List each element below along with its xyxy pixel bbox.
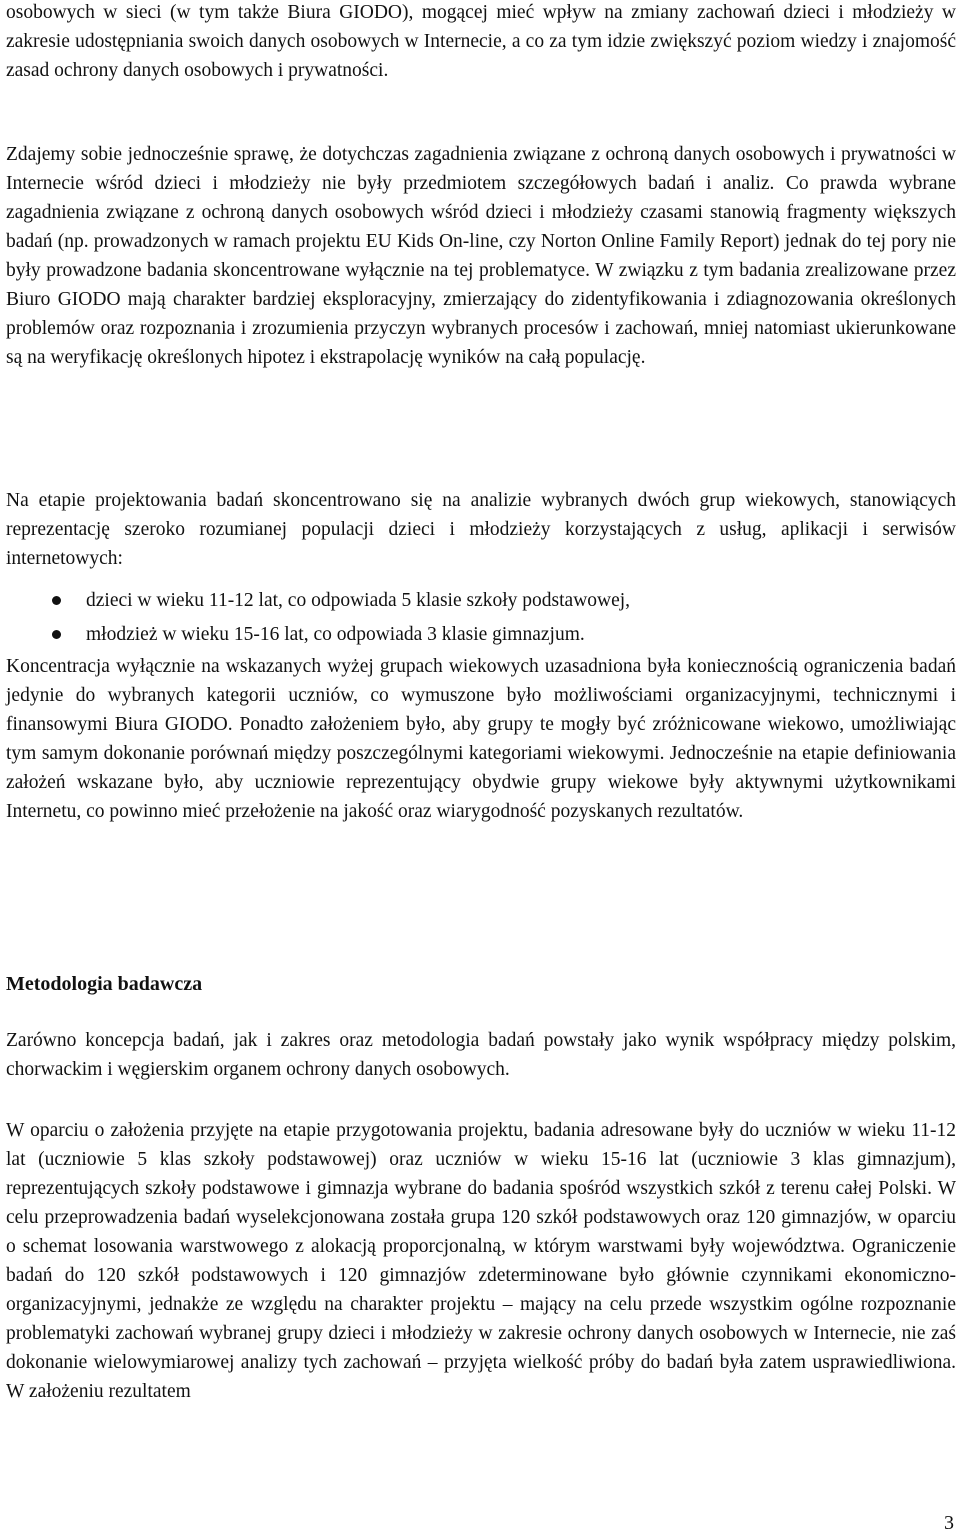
list-item	[6, 620, 956, 654]
paragraph-intro-continuation: osobowych w sieci (w tym także Biura GIODO), mogącej mieć wpływ na zmiany zachowań dzieci i młodzieży w zakresie udostępniania swoich danych osobowych w Internecie, a co za tym idzie zwiększyć poziom wiedzy i znajomość zasad ochrony danych osobowych i prywatności.	[6, 2, 956, 81]
list-item	[6, 586, 956, 620]
paragraph-methodology-sampling: W oparciu o założenia przyjęte na etapie przygotowania projektu, badania adresowane były do uczniów w wieku 11-12 lat (uczniowie 5 klas szkoły podstawowej) oraz uczniów w wieku 15-16 lat (uczniowie 3 klas gimnazjum), reprezentujących szkoły podstawowe i gimnazja wybrane do badania spośród wszystkich szkół z terenu całej Polski. W celu przeprowadzenia badań wyselekcjonowana została grupa 120 szkół podstawowych oraz 120 gimnazjów, w oparciu o schemat losowania warstwowego z alokacją proporcjonalną, w którym warstwami były województwa. Ograniczenie badań do 120 szkół podstawowych i 120 gimnazjów zdeterminowane było głównie czynnikami ekonomiczno-organizacyjnymi, jednakże ze względu na charakter projektu – mający na celu przede wszystkim ogólne rozpoznanie problematyki zachowań wybranej grupy dzieci i młodzieży w zakresie ochrony danych osobowych w Internecie, nie zaś dokonanie wielowymiarowej analizy tych zachowań – przyjęta wielkość próby do badań była zatem usprawiedliwiona. W założeniu rezultatem	[6, 1120, 956, 1402]
list-item-text: młodzież w wieku 15-16 lat, co odpowiada 3 klasie gimnazjum.	[86, 624, 585, 645]
paragraph-methodology-cooperation: Zarówno koncepcja badań, jak i zakres oraz metodologia badań powstały jako wynik współpracy między polskim, chorwackim i węgierskim organem ochrony danych osobowych.	[6, 1030, 956, 1080]
age-groups-list	[6, 586, 956, 654]
paragraph-age-groups-intro: Na etapie projektowania badań skoncentrowano się na analizie wybranych dwóch grup wiekowych, stanowiących reprezentację szeroko rozumianej populacji dzieci i młodzieży korzystających z usług, aplikacji i serwisów internetowych:	[6, 490, 956, 569]
paragraph-age-groups-rationale: Koncentracja wyłącznie na wskazanych wyżej grupach wiekowych uzasadniona była koniecznością ograniczenia badań jedynie do wybranych kategorii uczniów, co wymuszone było możliwościami organizacyjnymi, technicznymi i finansowymi Biura GIODO. Ponadto założeniem było, aby grupy te mogły być zróżnicowane wiekowo, umożliwiając tym samym dokonanie porównań między poszczególnymi kategoriami wiekowymi. Jednocześnie na etapie definiowania założeń wskazane było, aby uczniowie reprezentujący obydwie grupy wiekowe były aktywnymi użytkownikami Internetu, co powinno mieć przełożenie na jakość oraz wiarygodność pozyskanych rezultatów.	[6, 656, 956, 822]
section-heading: Metodologia badawcza	[6, 973, 203, 995]
list-item-text: dzieci w wieku 11-12 lat, co odpowiada 5 klasie szkoły podstawowej,	[86, 590, 631, 611]
bullet-icon	[52, 630, 61, 639]
paragraph-research-context: Zdajemy sobie jednocześnie sprawę, że dotychczas zagadnienia związane z ochroną danych osobowych i prywatności w Internecie wśród dzieci i młodzieży nie były przedmiotem szczegółowych badań i analiz. Co prawda wybrane zagadnienia związane z ochroną danych osobowych wśród dzieci i młodzieży czasami stanowią fragmenty większych badań (np. prowadzonych w ramach projektu EU Kids On-line, czy Norton Online Family Report) jednak do tej pory nie były prowadzone badania skoncentrowane wyłącznie na tej problematyce. W związku z tym badania zrealizowane przez Biuro GIODO mają charakter bardziej eksploracyjny, zmierzający do zidentyfikowania i zdiagnozowania określonych problemów oraz rozpoznania i zrozumienia przyczyn wybranych procesów i zachowań, mniej natomiast ukierunkowane są na weryfikację określonych hipotez i ekstrapolację wyników na całą populację.	[6, 144, 956, 368]
page-number: 3	[944, 1512, 954, 1534]
bullet-icon	[52, 596, 61, 605]
